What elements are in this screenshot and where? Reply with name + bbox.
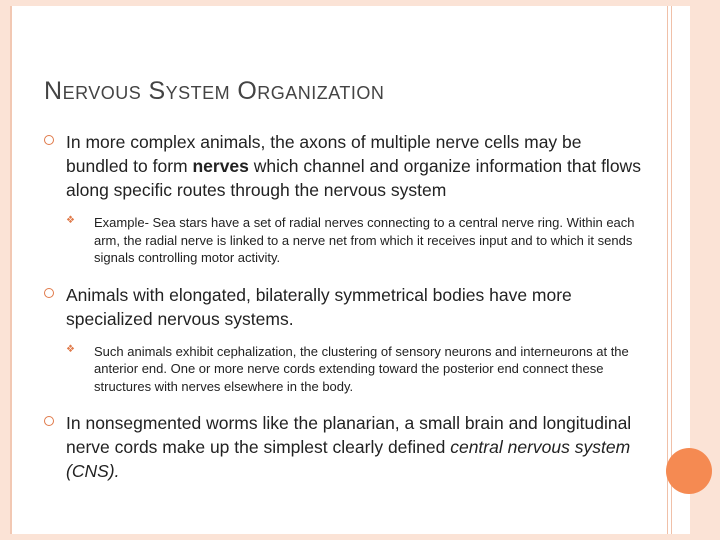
bullet-text: Animals with elongated, bilaterally symmetrical bodies have more specialized nervous systems. [66,284,572,329]
decorative-circle [666,448,712,494]
sub-bullet-text: Such animals exhibit cephalization, the clustering of sensory neurons and interneurons at the anterior end. One or more nerve cords extending toward the posterior end connect these structures with nerves elsewhere in the body. [94,343,629,394]
left-rule [10,6,12,534]
italic-term: central nervous system (CNS). [66,437,631,481]
title-initial: O [237,77,258,105]
dash-bullet-icon: ❖ [66,343,75,355]
bullet-text: In more complex animals, the axons of multiple nerve cells may be bundled to form nerves which channel and organize information that flows along specific routes through the nervous system [66,132,641,200]
dash-bullet-icon: ❖ [66,215,75,226]
title-rest: ERVOUS [62,83,142,103]
title-initial: S [148,77,166,105]
bullet-item [44,411,644,483]
title-initial: N [44,77,63,105]
title-rest: RGANIZATION [257,83,385,103]
circle-bullet-icon [44,288,54,298]
sub-bullet-item [44,343,644,396]
sub-bullet-item [44,214,644,267]
bullet-text: In nonsegmented worms like the planarian, a small brain and longitudinal nerve cords make up the simplest clearly defined central nervous system (CNS). [66,413,632,481]
bullet-item [44,130,644,202]
slide-title [44,77,384,106]
bullet-item [44,283,644,331]
title-rest: YSTEM [165,83,231,103]
right-rule-inner [667,6,668,534]
sub-bullet-text: Example- Sea stars have a set of radial nerves connecting to a central nerve ring. Within each arm, the radial nerve is linked to a nerve net from which it receives input and to which it sends signals controlling motor activity. [94,215,635,265]
circle-bullet-icon [44,135,54,145]
slide-content [44,130,644,495]
bold-term: nerves [192,156,249,176]
circle-bullet-icon [44,416,54,426]
